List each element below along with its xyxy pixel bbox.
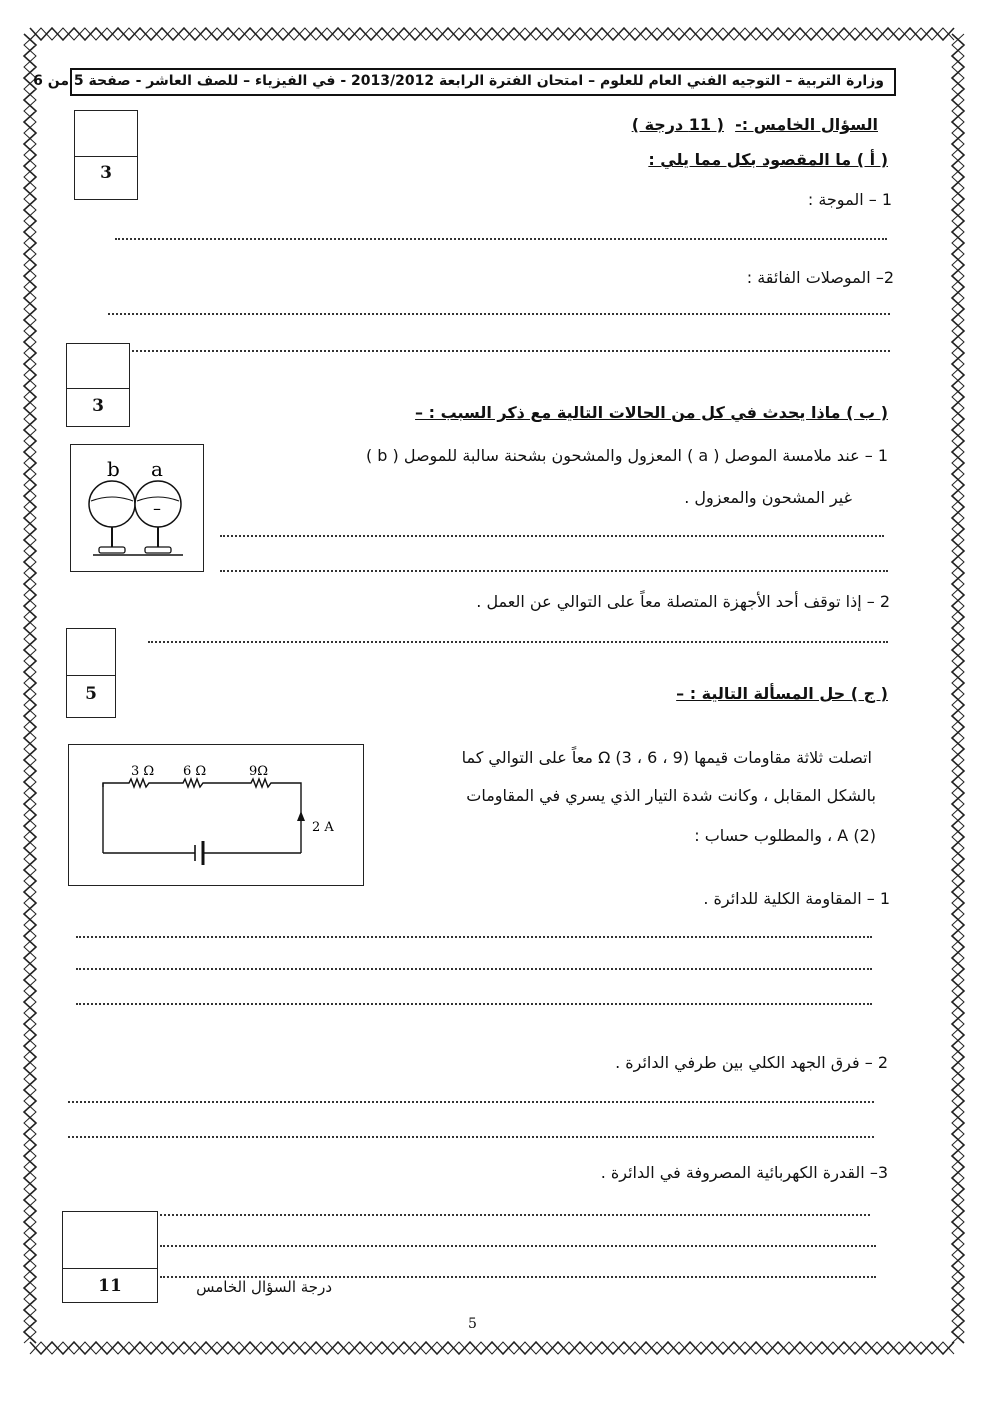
question-title: السؤال الخامس :- ( 11 درجة ): [631, 115, 878, 134]
resistor-label-1: 3 Ω: [131, 764, 155, 779]
part-c-item-1: 1 – المقاومة الكلية للدائرة .: [703, 889, 890, 908]
score-box-part-c: [66, 628, 116, 718]
part-c-item-2: 2 – فرق الجهد الكلي بين طرفي الدائرة .: [615, 1053, 888, 1072]
label-a: a: [151, 457, 163, 481]
total-score-box: [62, 1211, 158, 1303]
resistor-label-2: 6 Ω: [183, 764, 207, 779]
part-c-heading: ( ج ) حل المسألة التالية : –: [676, 684, 888, 703]
answer-line[interactable]: [108, 313, 890, 315]
score-part-c: 5: [85, 684, 97, 704]
score-box-part-a: [74, 110, 138, 200]
part-a-item-1: 1 – الموجة :: [807, 190, 892, 209]
answer-line[interactable]: [68, 1101, 874, 1103]
part-c-item-3: 3– القدرة الكهربائية المصروفة في الدائرة .: [600, 1163, 888, 1182]
score-box-part-b: [66, 343, 130, 427]
answer-line[interactable]: [76, 936, 872, 938]
answer-line[interactable]: [148, 641, 888, 643]
circuit-figure: [68, 744, 364, 886]
total-score: 11: [98, 1276, 122, 1296]
part-b-item-1-line-1: 1 – عند ملامسة الموصل ( a ) المعزول والمشحون بشحنة سالبة للموصل ( b ): [365, 446, 888, 465]
part-b-item-2: 2 – إذا توقف أحد الأجهزة المتصلة معاً على التوالي عن العمل .: [476, 592, 890, 611]
score-part-b: 3: [92, 396, 104, 416]
answer-line[interactable]: [220, 570, 888, 572]
answer-line[interactable]: [76, 968, 872, 970]
part-a-heading: ( أ ) ما المقصود بكل مما يلي :: [648, 150, 888, 169]
problem-line-2: بالشكل المقابل ، وكانت شدة التيار الذي يسري في المقاومات: [466, 786, 876, 805]
negative-charge: –: [153, 499, 161, 518]
conductors-figure: [70, 444, 204, 572]
circuit-diagram: [69, 745, 361, 883]
part-a-item-2: 2– الموصلات الفائقة :: [746, 268, 894, 287]
answer-line[interactable]: [108, 350, 890, 352]
part-b-item-1-line-2: غير المشحون والمعزول .: [684, 488, 852, 507]
header-text: وزارة التربية – التوجيه الفني العام للعلوم – امتحان الفترة الرابعة 2013/2012 - في الفيزياء – للصف العاشر - صفحة 5 من 6: [33, 73, 884, 89]
score-part-a: 3: [100, 163, 112, 183]
total-label: درجة السؤال الخامس: [196, 1278, 332, 1296]
page-number: 5: [468, 1316, 477, 1332]
answer-line[interactable]: [76, 1003, 872, 1005]
answer-line[interactable]: [160, 1245, 876, 1247]
part-b-heading: ( ب ) ماذا يحدث في كل من الحالات التالية مع ذكر السبب : –: [415, 403, 888, 422]
label-b: b: [107, 457, 120, 481]
answer-line[interactable]: [220, 535, 884, 537]
current-label: 2 A: [312, 820, 334, 835]
resistor-label-3: 9Ω: [249, 764, 269, 779]
answer-line[interactable]: [68, 1136, 874, 1138]
answer-line[interactable]: [115, 238, 887, 240]
problem-line-1: اتصلت ثلاثة مقاومات قيمها Ω (3 ، 6 ، 9) معاً على التوالي كما: [461, 748, 872, 767]
conductors-drawing: [71, 445, 202, 570]
answer-line[interactable]: [160, 1214, 870, 1216]
exam-header: [33, 68, 896, 96]
problem-line-3: A (2) ، والمطلوب حساب :: [694, 826, 876, 845]
